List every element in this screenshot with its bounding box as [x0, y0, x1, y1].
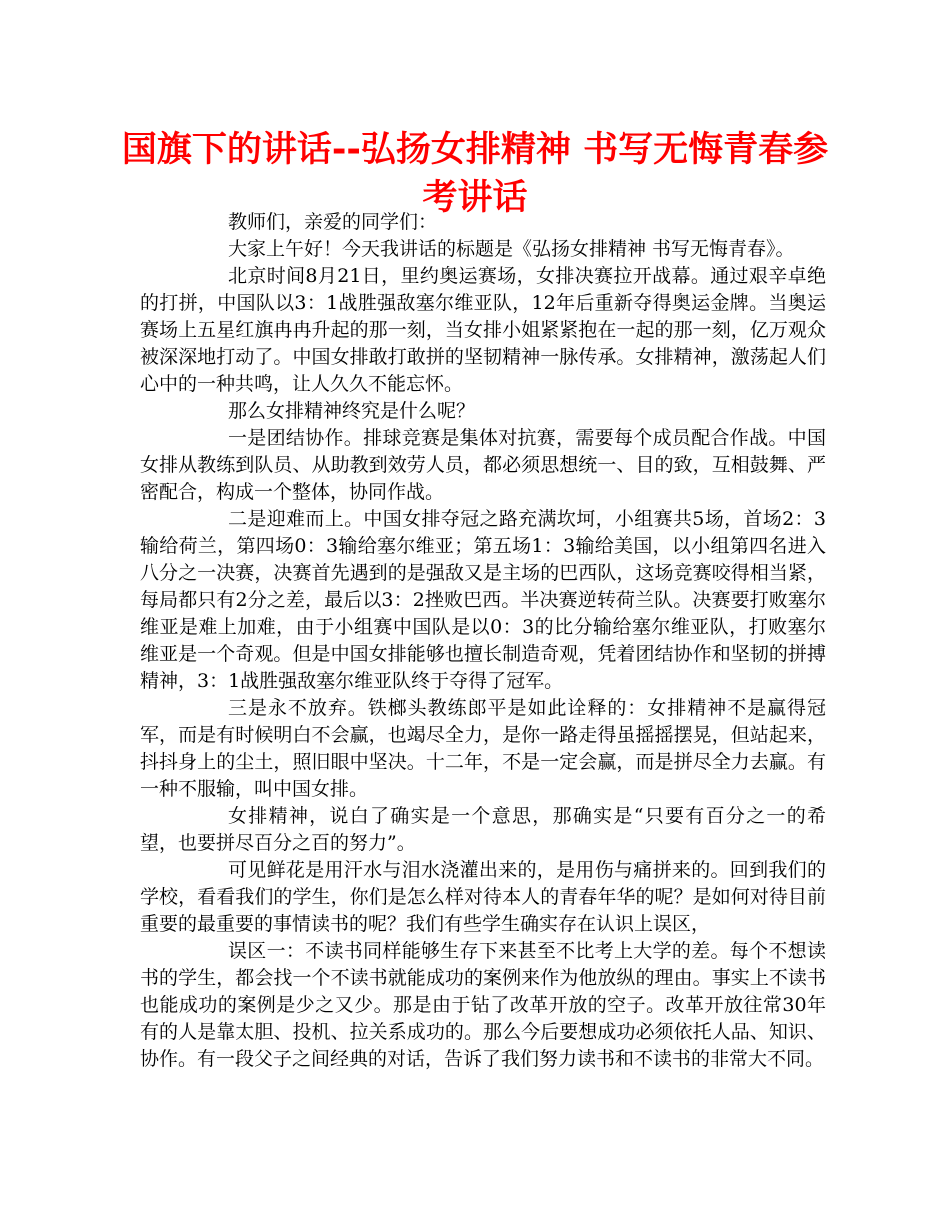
paragraph-face-difficulty: 二是迎难而上。中国女排夺冠之路充满坎坷，小组赛共5场，首场2：3输给荷兰，第四场0：3输给塞尔维亚；第五场1：3输给美国，以小组第四名进入八分之一决赛，决赛首先遇到的是强敌又是主场的巴西队，这场竞赛咬得相当紧，每局都只有2分之差，最后以3：2挫败巴西。半决赛逆转荷兰队。决赛要打败塞尔维亚是难上加难，由于小组赛中国队是以0：3的比分输给塞尔维亚队，打败塞尔维亚是一个奇观。但是中国女排能够也擅长制造奇观，凭着团结协作和坚韧的拼搏精神，3：1战胜强敌塞尔维亚队终于夺得了冠军。 [140, 508, 826, 692]
paragraph-misconception-one: 误区一：不读书同样能够生存下来甚至不比考上大学的差。每个不想读书的学生，都会找一个不读书就能成功的案例来作为他放纵的理由。事实上不读书也能成功的案例是少之又少。那是由于钻了改革开放的空子。改革开放往常30年有的人是靠太胆、投机、拉关系成功的。那么今后要想成功必须依托人品、知识、协作。有一段父子之间经典的对话，告诉了我们努力读书和不读书的非常大不同。 [140, 940, 826, 1070]
paragraph-teamwork: 一是团结协作。排球竞赛是集体对抗赛，需要每个成员配合作战。中国女排从教练到队员、从助教到效劳人员，都必须思想统一、目的致，互相鼓舞、严密配合，构成一个整体，协同作战。 [140, 427, 826, 503]
paragraph-olympic-final: 北京时间8月21日，里约奥运赛场，女排决赛拉开战幕。通过艰辛卓绝的打拼，中国队以3：1战胜强敌塞尔维亚队，12年后重新夺得奥运金牌。当奥运赛场上五星红旗冉冉升起的那一刻，当女排小姐紧紧抱在一起的那一刻，亿万观众被深深地打动了。中国女排敢打敢拼的坚韧精神一脉传承。女排精神，激荡起人们心中的一种共鸣，让人久久不能忘怀。 [140, 265, 826, 395]
document-body [140, 209, 826, 1073]
paragraph-question: 那么女排精神终究是什么呢？ [228, 400, 476, 422]
paragraph-our-school: 可见鲜花是用汗水与泪水浇灌出来的，是用伤与痛拼来的。回到我们的学校，看看我们的学生，你们是怎么样对待本人的青春年华的呢？是如何对待目前重要的最重要的事情读书的呢？我们有些学生确实存在认识上误区， [140, 859, 826, 935]
paragraph-greeting: 大家上午好！今天我讲话的标题是《弘扬女排精神 书写无悔青春》。 [228, 238, 795, 260]
paragraph-salutation: 教师们，亲爱的同学们： [228, 211, 438, 233]
paragraph-spirit-summary: 女排精神，说白了确实是一个意思，那确实是“只要有百分之一的希望，也要拼尽百分之百的努力”。 [140, 805, 826, 854]
document-title: 国旗下的讲话--弘扬女排精神 书写无悔青春参考讲话 [121, 130, 829, 218]
paragraph-never-give-up: 三是永不放弃。铁榔头教练郎平是如此诠释的：女排精神不是赢得冠军，而是有时候明白不会赢，也竭尽全力，是你一路走得虽摇摇摆晃，但站起来，抖抖身上的尘土，照旧眼中坚决。十二年，不是一定会赢，而是拼尽全力去赢。有一种不服输，叫中国女排。 [140, 697, 826, 800]
